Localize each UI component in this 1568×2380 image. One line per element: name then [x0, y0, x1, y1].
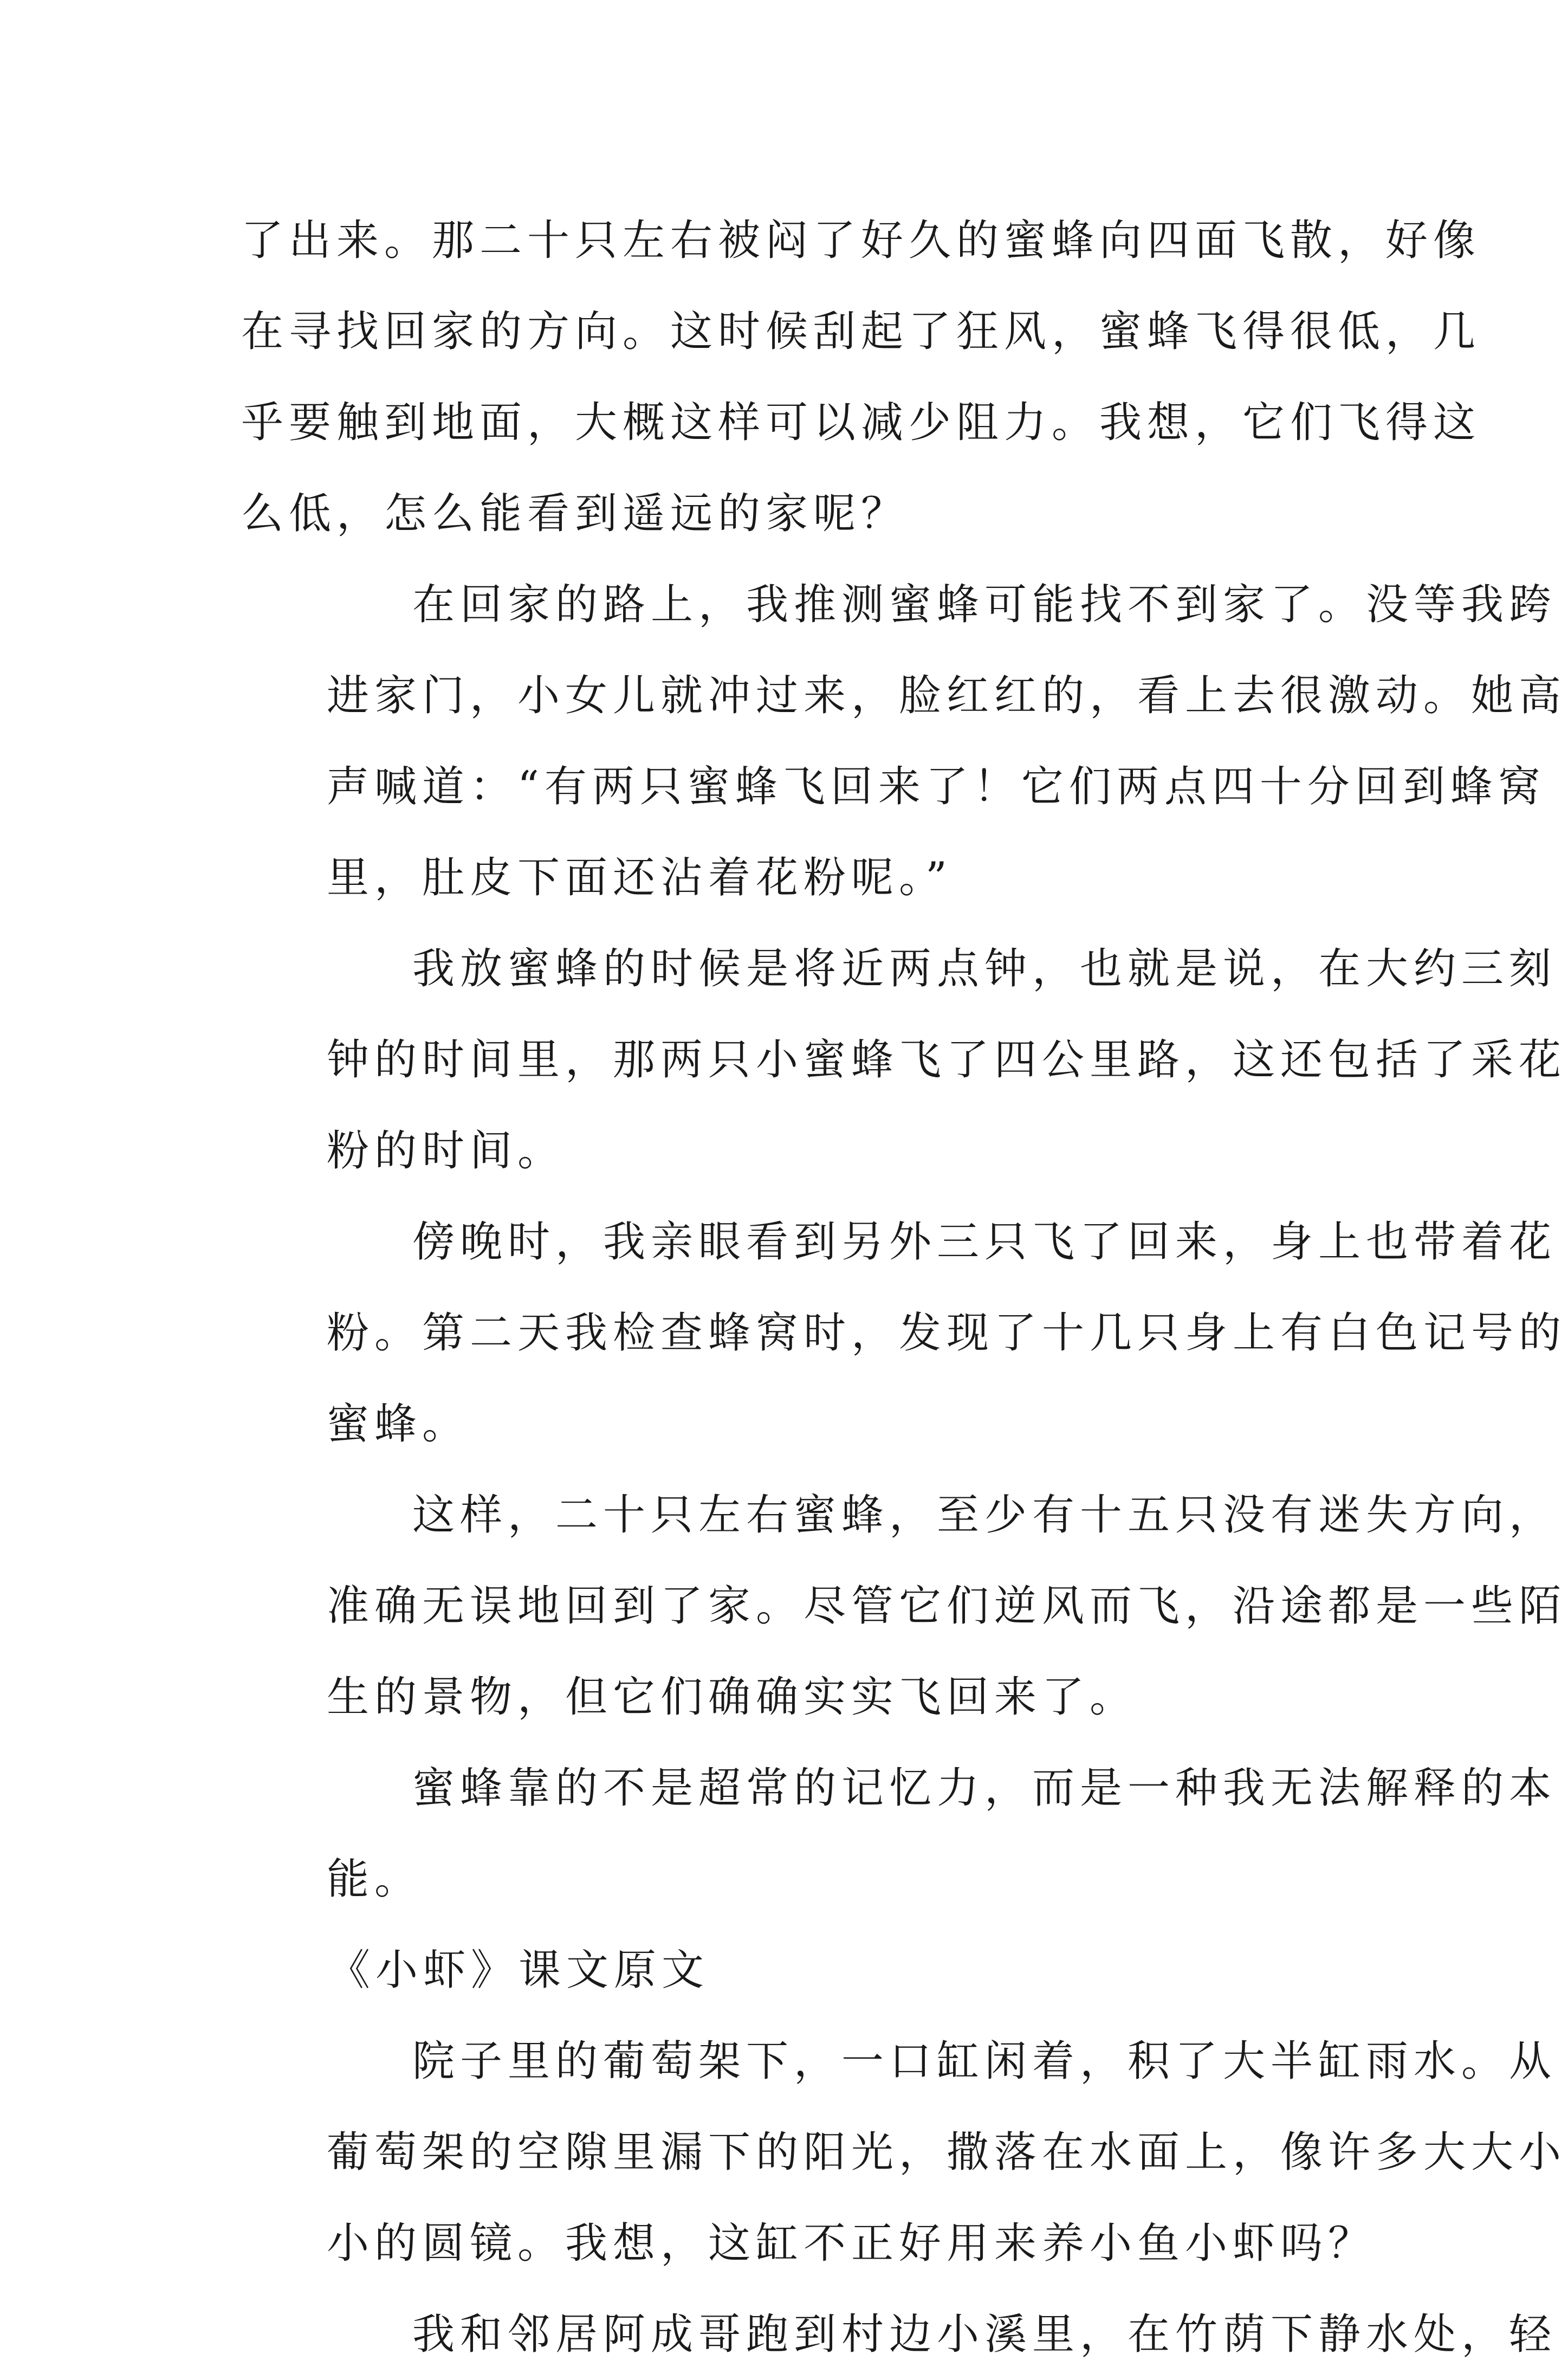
text-line: 小的圆镜。我想，这缸不正好用来养小鱼小虾吗？	[327, 2219, 1376, 2268]
text-line: 粉的时间。	[327, 1127, 566, 1175]
text-line: 蜜蜂靠的不是超常的记忆力，而是一种我无法解释的本	[412, 1764, 1557, 1813]
text-line: 么低，怎么能看到遥远的家呢？	[241, 489, 909, 538]
text-line: 粉。第二天我检查蜂窝时，发现了十几只身上有白色记号的	[327, 1309, 1567, 1357]
paragraph	[241, 923, 1567, 1197]
text-line: 这样，二十只左右蜜蜂，至少有十五只没有迷失方向，	[412, 1491, 1557, 1540]
section-title-text: 《小虾》课文原文	[328, 1946, 710, 1995]
paragraph	[241, 559, 1567, 923]
paragraph	[241, 2289, 1557, 2380]
text-line: 生的景物，但它们确确实实飞回来了。	[327, 1673, 1138, 1722]
paragraph	[241, 195, 1481, 559]
paragraph	[241, 1197, 1567, 1470]
text-line: 声喊道：“有两只蜜蜂飞回来了！它们两点四十分回到蜂窝	[327, 762, 1546, 811]
text-line: 能。	[327, 1855, 423, 1904]
text-line: 了出来。那二十只左右被闷了好久的蜜蜂向四面飞散，好像	[241, 216, 1481, 265]
text-line: 蜜蜂。	[327, 1400, 470, 1448]
text-line: 进家门，小女儿就冲过来，脸红红的，看上去很激动。她高	[327, 671, 1567, 720]
document-body	[241, 195, 1567, 2380]
text-line: 乎要触到地面，大概这样可以减少阻力。我想，它们飞得这	[241, 398, 1481, 447]
text-line: 傍晚时，我亲眼看到另外三只飞了回来，身上也带着花	[412, 1218, 1557, 1266]
paragraph	[241, 2016, 1567, 2289]
section-title	[241, 1925, 1337, 2016]
text-line: 我和邻居阿成哥跑到村边小溪里，在竹荫下静水处，轻	[412, 2310, 1557, 2359]
text-line: 葡萄架的空隙里漏下的阳光，撒落在水面上，像许多大大小	[327, 2128, 1567, 2177]
text-line: 里，肚皮下面还沾着花粉呢。”	[327, 853, 953, 902]
text-line: 钟的时间里，那两只小蜜蜂飞了四公里路，这还包括了采花	[327, 1036, 1567, 1084]
text-line: 准确无误地回到了家。尽管它们逆风而飞，沿途都是一些陌	[327, 1582, 1567, 1631]
text-line: 我放蜜蜂的时候是将近两点钟，也就是说，在大约三刻	[412, 945, 1557, 993]
paragraph	[241, 1743, 1557, 1925]
paragraph	[241, 1470, 1567, 1743]
text-line: 院子里的葡萄架下，一口缸闲着，积了大半缸雨水。从	[412, 2037, 1557, 2086]
text-line: 在回家的路上，我推测蜜蜂可能找不到家了。没等我跨	[412, 580, 1557, 629]
text-line: 在寻找回家的方向。这时候刮起了狂风，蜜蜂飞得很低，几	[241, 307, 1481, 356]
